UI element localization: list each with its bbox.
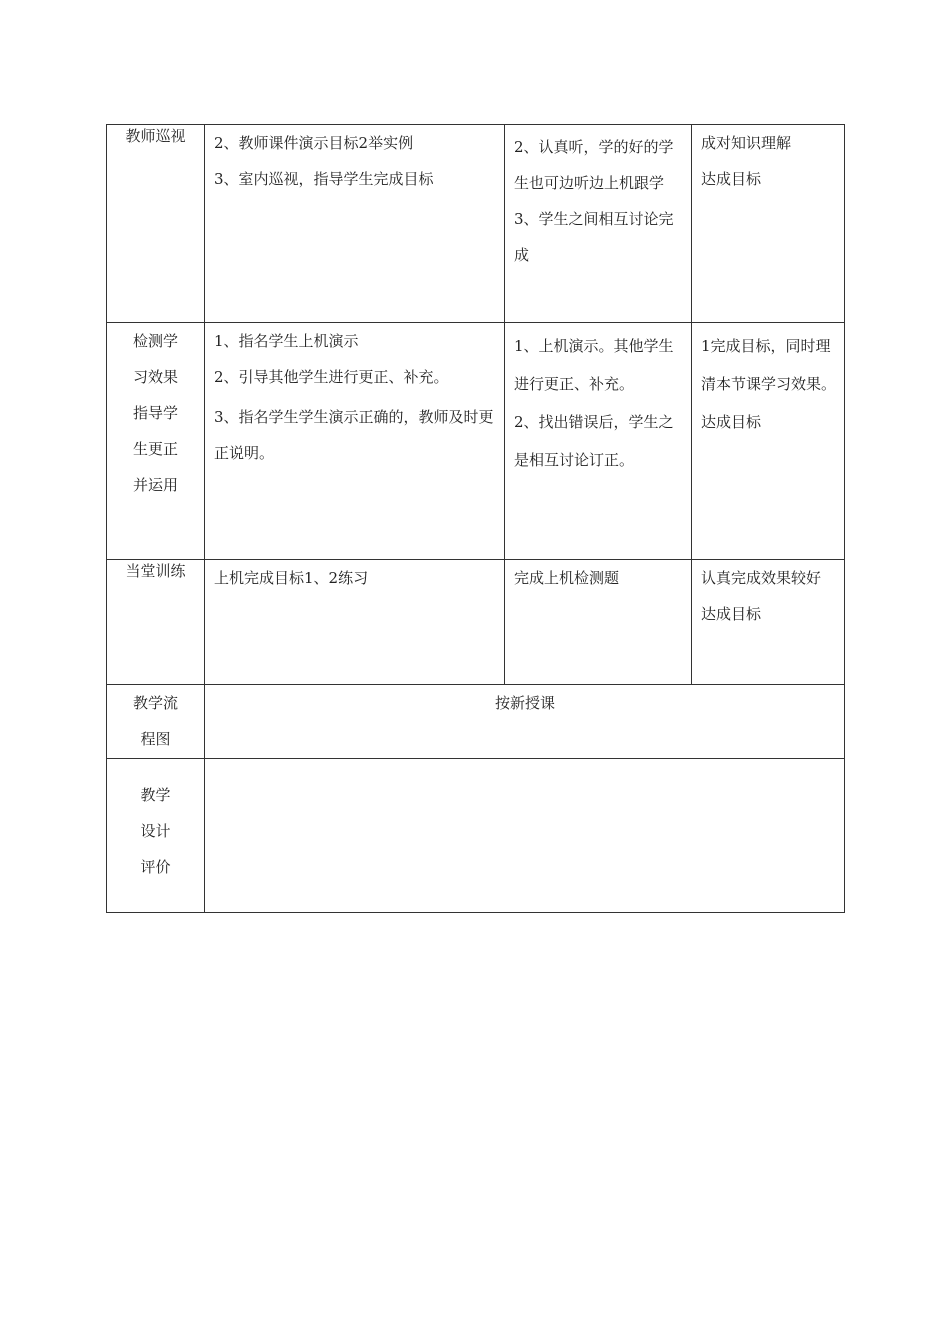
table-row xyxy=(107,323,845,560)
teacher-activity-line: 3、室内巡视，指导学生完成目标 xyxy=(214,170,434,188)
flow-content-cell xyxy=(205,685,845,759)
goal-line: 认真完成效果较好 xyxy=(701,569,822,587)
row-label-line: 习效果 xyxy=(132,368,178,386)
row-label: 当堂训练 xyxy=(125,562,186,580)
student-activity-text: 2、认真听，学的好的学生也可边听边上机跟学 xyxy=(514,138,674,192)
table-row xyxy=(107,560,845,685)
goal-line: 成对知识理解 xyxy=(701,134,792,152)
student-activity-text: 1、上机演示。其他学生进行更正、补充。 xyxy=(514,337,674,393)
row-label-cell xyxy=(107,560,205,685)
teacher-activity-cell xyxy=(205,560,505,685)
evaluation-label-line: 设计 xyxy=(140,822,171,840)
flow-label-cell xyxy=(107,685,205,759)
goal-cell xyxy=(692,560,845,685)
evaluation-label-line: 评价 xyxy=(140,858,171,876)
row-label-line: 检测学 xyxy=(132,332,178,350)
row-label: 教师巡视 xyxy=(125,127,186,145)
goal-cell xyxy=(692,323,845,560)
flow-label-line: 程图 xyxy=(140,730,171,748)
table-row xyxy=(107,685,845,759)
student-activity-text: 2、找出错误后，学生之是相互讨论订正。 xyxy=(514,413,674,469)
goal-cell xyxy=(692,125,845,323)
teacher-activity-line: 1、指名学生上机演示 xyxy=(214,332,359,350)
teacher-activity-line: 上机完成目标1、2练习 xyxy=(214,569,369,587)
row-label-line: 并运用 xyxy=(132,476,178,494)
goal-line: 达成目标 xyxy=(701,170,762,188)
flow-label-line: 教学流 xyxy=(132,694,178,712)
student-activity-text: 3、学生之间相互讨论完成 xyxy=(514,210,674,264)
flow-content: 按新授课 xyxy=(494,694,555,712)
student-activity-cell xyxy=(505,125,692,323)
goal-text: 达成目标 xyxy=(701,413,762,431)
goal-line: 达成目标 xyxy=(701,605,762,623)
evaluation-label-cell xyxy=(107,759,205,913)
table-row xyxy=(107,125,845,323)
teacher-activity-cell xyxy=(205,125,505,323)
row-label-line: 生更正 xyxy=(132,440,178,458)
evaluation-content-cell xyxy=(205,759,845,913)
teacher-activity-cell xyxy=(205,323,505,560)
row-label-line: 指导学 xyxy=(132,404,178,422)
student-activity-cell xyxy=(505,560,692,685)
goal-text: 1完成目标，同时理清本节课学习效果。 xyxy=(701,337,837,393)
row-label-cell xyxy=(107,125,205,323)
student-activity-line: 完成上机检测题 xyxy=(514,569,620,587)
teacher-activity-text: 3、指名学生学生演示正确的，教师及时更正说明。 xyxy=(214,408,494,462)
row-label-cell xyxy=(107,323,205,560)
evaluation-label-line: 教学 xyxy=(140,786,171,804)
lesson-plan-table xyxy=(106,124,845,913)
teacher-activity-line: 2、引导其他学生进行更正、补充。 xyxy=(214,368,449,386)
table-row xyxy=(107,759,845,913)
teacher-activity-line: 2、教师课件演示目标2举实例 xyxy=(214,134,414,152)
student-activity-cell xyxy=(505,323,692,560)
